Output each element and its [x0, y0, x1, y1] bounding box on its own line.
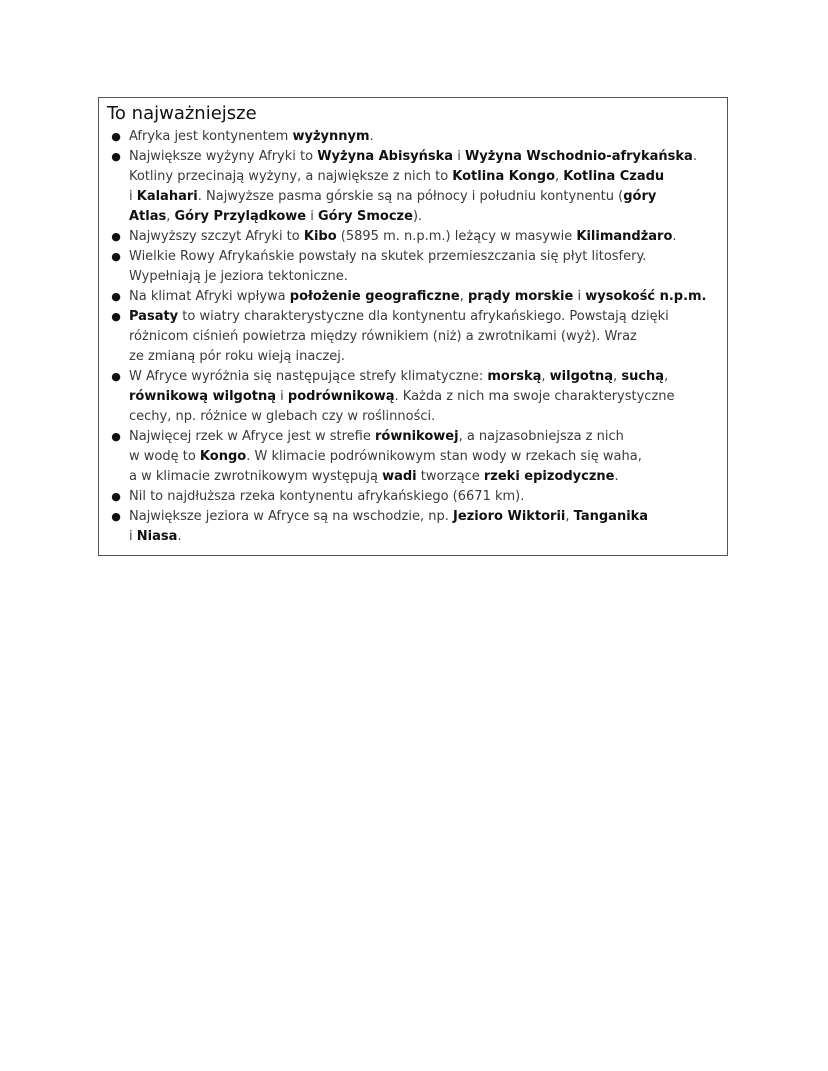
bullet-item [107, 147, 717, 227]
text-segment: cechy, np. różnice w glebach czy w roślinności. [129, 409, 436, 424]
text-segment: , [664, 369, 669, 384]
text-segment: (5895 m. n.p.m.) leżący w masywie [336, 229, 577, 244]
text-segment: . Najwyższe pasma górskie są na północy i południu kontynentu ( [197, 189, 624, 204]
bold-term: Kotlina Czadu [563, 169, 665, 184]
bullet-item [107, 307, 717, 367]
text-segment: tworzące [416, 469, 484, 484]
bullet-line [129, 467, 717, 487]
bullet-icon: ● [111, 150, 121, 163]
bullet-icon: ● [111, 290, 121, 303]
bold-term: położenie geograficzne [289, 289, 460, 304]
text-segment: . [177, 529, 182, 544]
bold-term: Kotlina Kongo [452, 169, 556, 184]
text-segment: to wiatry charakterystyczne dla kontynentu afrykańskiego. Powstają dzięki [178, 309, 669, 324]
bullet-line [129, 307, 717, 327]
bold-term: Atlas [129, 209, 167, 224]
text-segment: Najwyższy szczyt Afryki to [129, 229, 304, 244]
text-segment: , [555, 169, 564, 184]
bold-term: Jezioro Wiktorii [453, 509, 566, 524]
bold-term: Góry Smocze [318, 209, 413, 224]
summary-box [98, 97, 728, 556]
text-segment: . [614, 469, 619, 484]
text-segment: i [453, 149, 465, 164]
text-segment: . Każda z nich ma swoje charakterystyczne [394, 389, 675, 404]
text-segment: , [459, 289, 468, 304]
bold-term: równikowej [374, 429, 459, 444]
bold-term: wysokość n.p.m. [585, 289, 707, 304]
bullet-line [129, 487, 717, 507]
bullet-icon: ● [111, 250, 121, 263]
text-segment: Na klimat Afryki wpływa [129, 289, 290, 304]
bullet-line [129, 147, 717, 167]
text-segment: Najwięcej rzek w Afryce jest w strefie [129, 429, 375, 444]
bold-term: morską [487, 369, 542, 384]
bold-term: Kongo [199, 449, 247, 464]
text-segment: i [573, 289, 586, 304]
text-segment: Nil to najdłuższa rzeka kontynentu afrykańskiego (6671 km). [129, 489, 525, 504]
text-segment: Największe wyżyny Afryki to [129, 149, 318, 164]
bullet-line [129, 347, 717, 367]
bullet-icon: ● [111, 430, 121, 443]
bullet-line [129, 527, 717, 547]
text-segment: i [129, 189, 137, 204]
bold-term: Niasa [136, 529, 178, 544]
bullet-item [107, 227, 717, 247]
text-segment: w wodę to [129, 449, 200, 464]
bullet-line [129, 227, 717, 247]
bold-term: podrównikową [287, 389, 395, 404]
bold-term: Góry Przylądkowe [174, 209, 307, 224]
bullet-line [129, 387, 717, 407]
text-segment: różnicom ciśnień powietrza między równikiem (niż) a zwrotnikami (wyż). Wraz [129, 329, 637, 344]
bullet-line [129, 267, 717, 287]
text-segment: i [129, 529, 137, 544]
bullet-icon: ● [111, 130, 121, 143]
bold-term: Wyżyna Wschodnio-afrykańska [464, 149, 693, 164]
text-segment: Wypełniają je jeziora tektoniczne. [129, 269, 348, 284]
bold-term: wyżynnym [292, 129, 370, 144]
bold-term: Kalahari [136, 189, 198, 204]
text-segment: , [166, 209, 175, 224]
bullet-icon: ● [111, 510, 121, 523]
bullet-item [107, 247, 717, 287]
text-segment: Afryka jest kontynentem [129, 129, 293, 144]
bullet-icon: ● [111, 230, 121, 243]
text-segment: Wielkie Rowy Afrykańskie powstały na skutek przemieszczania się płyt litosfery. [129, 249, 647, 264]
bold-term: Pasaty [129, 309, 179, 324]
bullet-icon: ● [111, 310, 121, 323]
bullet-item [107, 367, 717, 427]
text-segment: , a najzasobniejsza z nich [458, 429, 624, 444]
text-segment: . W klimacie podrównikowym stan wody w rzekach się waha, [246, 449, 642, 464]
bullet-line [129, 247, 717, 267]
bullet-list [107, 127, 717, 547]
bullet-line [129, 447, 717, 467]
bullet-line [129, 427, 717, 447]
bold-term: Tanganika [573, 509, 649, 524]
bullet-line [129, 207, 717, 227]
bullet-line [129, 187, 717, 207]
bullet-item [107, 507, 717, 547]
bold-term: góry [623, 189, 657, 204]
text-segment: . [369, 129, 374, 144]
bullet-icon: ● [111, 490, 121, 503]
bold-term: suchą [621, 369, 665, 384]
bullet-line [129, 327, 717, 347]
bold-term: równikową wilgotną [129, 389, 276, 404]
bold-term: Kibo [303, 229, 337, 244]
bold-term: prądy morskie [467, 289, 574, 304]
bullet-line [129, 127, 717, 147]
text-segment: W Afryce wyróżnia się następujące strefy klimatyczne: [129, 369, 488, 384]
text-segment: Największe jeziora w Afryce są na wschodzie, np. [129, 509, 453, 524]
bullet-item [107, 127, 717, 147]
summary-title: To najważniejsze [107, 103, 257, 124]
text-segment: , [613, 369, 622, 384]
text-segment: a w klimacie zwrotnikowym występują [129, 469, 383, 484]
bullet-item [107, 487, 717, 507]
bullet-icon: ● [111, 370, 121, 383]
text-segment: . [692, 149, 697, 164]
text-segment: ). [412, 209, 423, 224]
text-segment: i [276, 389, 288, 404]
bullet-item [107, 427, 717, 487]
bullet-line [129, 507, 717, 527]
text-segment: . [672, 229, 677, 244]
bold-term: rzeki epizodyczne [483, 469, 615, 484]
bold-term: wadi [382, 469, 417, 484]
bullet-item [107, 287, 717, 307]
bold-term: Wyżyna Abisyńska [317, 149, 454, 164]
bold-term: wilgotną [549, 369, 614, 384]
bullet-line [129, 287, 717, 307]
text-segment: i [306, 209, 318, 224]
bullet-line [129, 167, 717, 187]
bullet-line [129, 407, 717, 427]
text-segment: , [565, 509, 574, 524]
text-segment: Kotliny przecinają wyżyny, a największe z nich to [129, 169, 453, 184]
text-segment: , [541, 369, 550, 384]
bold-term: Kilimandżaro [576, 229, 673, 244]
text-segment: ze zmianą pór roku wieją inaczej. [129, 349, 346, 364]
bullet-line [129, 367, 717, 387]
